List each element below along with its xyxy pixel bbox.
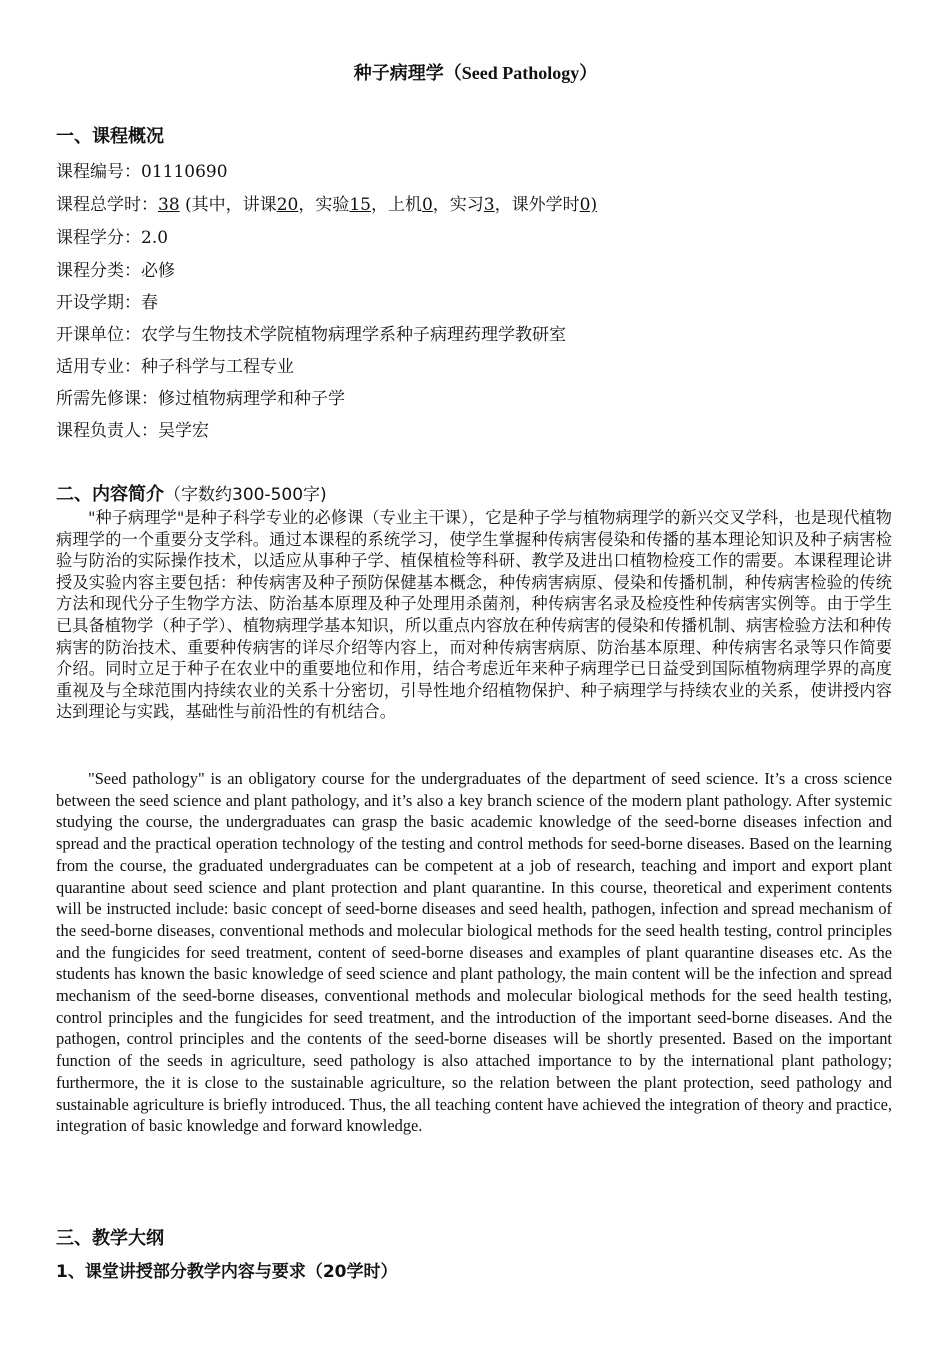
section-heading-overview: 一、课程概况 [56,126,164,147]
course-hours [56,190,597,215]
course-instructor: 课程负责人：吴学宏 [56,421,209,441]
course-major: 适用专业：种子科学与工程专业 [56,357,294,377]
course-semester: 开设学期：春 [56,293,158,313]
hours-text-1: (其中，讲课 [179,195,277,215]
summary-heading-text: 二、内容简介 [56,484,164,505]
section-heading-syllabus: 三、教学大纲 [56,1228,164,1249]
summary-chinese-paragraph: "种子病理学"是种子科学专业的必修课（专业主干课），它是种子学与植物病理学的新兴交叉学科，也是现代植物病理学的一个重要分支学科。通过本课程的系统学习，使学生掌握种传病害侵染和传播的基本理论知识及种子病害检验与防治的实际操作技术，以适应从事种子学、植保植检等科研、教学及进出口植物检疫工作的需要。本课程理论讲授及实验内容主要包括：种传病害及种子预防保健基本概念，种传病害病原、侵染和传播机制，种传病害检验的传统方法和现代分子生物学方法、防治基本原理及种子处理用杀菌剂，种传病害名录及检疫性种传病害实例等。由于学生已具备植物学（种子学）、植物病理学基本知识，所以重点内容放在种传病害的侵染和传播机制、病害检验方法和种传病害的防治技术、重要种传病害的详尽介绍等内容上，而对种传病害病原、防治基本原理、种传病害名录等只作简要介绍。同时立足于种子在农业中的重要地位和作用，结合考虑近年来种子病理学已日益受到国际植物病理学界的高度重视及与全球范围内持续农业的关系十分密切，引导性地介绍植物保护、种子病理学与持续农业的关系，使讲授内容达到理论与实践，基础性与前沿性的有机结合。 [56,508,892,722]
hours-text-2: ，实验 [298,195,350,215]
hours-extra: 0) [579,195,598,215]
course-department: 开课单位：农学与生物技术学院植物病理学系种子病理药理学教研室 [56,325,566,345]
course-prerequisite: 所需先修课：修过植物病理学和种子学 [56,389,345,409]
hours-text-3: ，上机 [370,195,422,215]
course-credit: 课程学分：2.0 [56,228,169,248]
hours-text-4: ，实习 [432,195,484,215]
summary-word-count-note: （字数约300-500字) [164,485,327,505]
course-code: 课程编号：01110690 [56,162,228,182]
hours-text-5: ，课外学时 [494,195,580,215]
hours-prefix: 课程总学时： [56,195,158,215]
section-heading-summary [56,480,327,506]
summary-english-paragraph: "Seed pathology" is an obligatory course for the undergraduates of the department of seed science. It’s a cross science between the seed science and plant pathology, and it’s also a key branch science of the modern plant pathology. After systemic studying the course, the undergraduates can grasp the basic academic knowledge of the seed-borne diseases infection and spread and the practical operation technology of the testing and control methods for seed-borne diseases. Based on the learning from the course, the graduated undergraduates can be competent at a job of research, teaching and import and export plant quarantine about seed science and plant protection and plant quarantine. In this course, theoretical and experiment contents will be instructed include: basic concept of seed-borne diseases and seed health, pathogen, infection and spread mechanism of the seed-borne diseases, conventional methods and molecular biological methods for the seed health testing, control principles and the fungicides for seed treatment, content of seed-borne diseases and examples of plant quarantine diseases etc. As the students has known the basic knowledge of seed science and plant pathology, the main content will be the infection and spread mechanism of the seed-borne diseases, conventional methods and molecular biological methods for the seed health testing, control principles and the fungicides for seed treatment, and the introduction of the important seed-borne diseases. And the pathogen, control principles and the contents of the seed-borne diseases will be shortly presented. Based on the important function of the seeds in agriculture, seed pathology is also attached importance to by the international plant pathology; furthermore, the it is close to the sustainable agriculture, so the relation between the plant protection, seed pathology and sustainable agriculture is briefly introduced. Thus, the all teaching content have achieved the integration of theory and practice, integration of basic knowledge and forward knowledge. [56,769,892,1136]
hours-lecture: 20 [276,195,299,215]
document-title: 种子病理学（Seed Pathology） [353,63,598,83]
hours-total: 38 [158,195,180,215]
hours-lab: 15 [349,195,371,215]
course-category: 课程分类：必修 [56,261,175,281]
syllabus-subheading-lectures: 1、课堂讲授部分教学内容与要求（20学时） [56,1262,398,1282]
hours-computer: 0 [421,195,433,215]
hours-practice: 3 [483,195,495,215]
